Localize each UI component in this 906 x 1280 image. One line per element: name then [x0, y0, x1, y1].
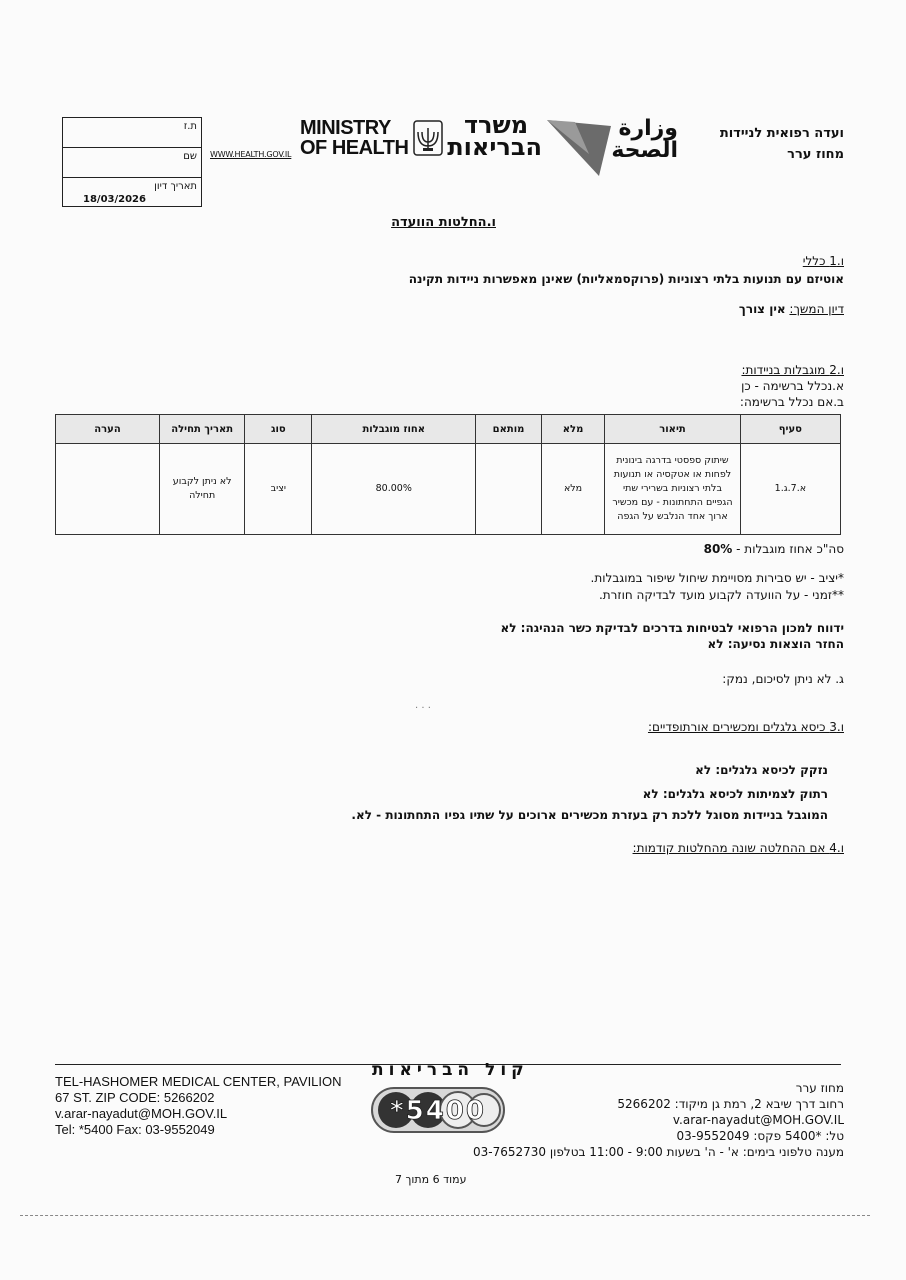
- name-row: [63, 148, 201, 178]
- menorah-emblem-icon: [413, 120, 443, 156]
- footer-he-line1: מחוז ערר: [795, 1081, 844, 1095]
- cell-type: יציב: [245, 444, 312, 535]
- page-number: עמוד 6 מתוך 7: [395, 1173, 467, 1186]
- total-label: סה"כ אחוז מוגבלות -: [736, 542, 844, 556]
- badge-text: *5400: [390, 1096, 486, 1126]
- section-title: ו.החלטות הוועדה: [391, 215, 496, 230]
- id-row: [63, 118, 201, 148]
- ministry-en-line1: MINISTRY: [300, 117, 391, 139]
- id-label: ת.ז: [183, 121, 197, 132]
- total-value: 80%: [703, 542, 733, 556]
- id-box: [62, 117, 202, 207]
- ministry-triangle-logo-icon: [545, 116, 613, 178]
- footer-he-email[interactable]: v.arar-nayadut@MOH.GOV.IL: [672, 1113, 844, 1127]
- col-header-start-date: תאריך תחילה: [159, 415, 244, 444]
- ministry-en-line2: OF HEALTH: [300, 137, 409, 159]
- dots: . . .: [415, 700, 431, 711]
- wheelchair-heading: ו.3 כיסא גלגלים ומכשירים אורתופדיים:: [647, 720, 844, 734]
- ministry-he-line1: משרד: [463, 111, 529, 139]
- footer-he-phone: טל: *5400 פקס: 03-9552049: [676, 1129, 844, 1143]
- ministry-ar-line1: وزارة: [618, 116, 678, 141]
- scan-edge-line: [20, 1215, 870, 1216]
- cell-adapted: [476, 444, 542, 535]
- col-header-description: תיאור: [605, 415, 741, 444]
- footer-address-en: [55, 1074, 342, 1138]
- diagnosis-text: אוטיזם עם תנועות בלתי רצוניות (פרוקסמאליות) שאינן מאפשרות ניידות תקינה: [408, 272, 844, 286]
- date-value: 18/03/2026: [83, 194, 146, 205]
- ministry-he-line2: הבריאות: [447, 133, 542, 161]
- ministry-logo-en: [300, 118, 408, 158]
- followup-label: דיון המשך:: [789, 302, 844, 316]
- col-header-percent: אחוז מוגבלות: [312, 415, 476, 444]
- total-line: [704, 541, 844, 557]
- temporary-note: **זמני - על הוועדה לקבוע מועד לבדיקה חוזרת.: [598, 588, 844, 602]
- cell-section: א.7.ג.1: [740, 444, 840, 535]
- col-header-type: סוג: [245, 415, 312, 444]
- if-included-line: ב.אם נכלל ברשימה:: [739, 395, 844, 409]
- cell-note: [56, 444, 160, 535]
- cannot-summarize-line: ג. לא ניתן לסיכום, נמק:: [722, 672, 844, 686]
- district-name: מחוז ערר: [787, 147, 844, 162]
- cell-start-date: לא ניתן לקבוע תחילה: [159, 444, 244, 535]
- included-line: א.נכלל ברשימה - כן: [741, 379, 844, 393]
- cell-full: מלא: [541, 444, 604, 535]
- general-heading: ו.1 כללי: [802, 254, 844, 268]
- driving-report: ידווח למכון הרפואי לבטיחות בדרכים לבדיקת כשר הנהיגה: לא: [500, 621, 844, 635]
- table-header-row: [56, 415, 841, 444]
- committee-name: ועדה רפואית לניידות: [719, 126, 844, 141]
- col-header-note: הערה: [56, 415, 160, 444]
- stable-note: *יציב - יש סבירות מסויימת שיחול שיפור במוגבלות.: [590, 571, 844, 585]
- table-row: [56, 444, 841, 535]
- date-row: [63, 178, 201, 207]
- footer-en-email[interactable]: v.arar-nayadut@MOH.GOV.IL: [55, 1106, 228, 1121]
- website-link[interactable]: WWW.HEALTH.GOV.IL: [210, 150, 292, 159]
- department-heading: [720, 123, 844, 165]
- travel-refund: החזר הוצאות נסיעה: לא: [707, 637, 844, 651]
- footer-en-phone: Tel: *5400 Fax: 03-9552049: [55, 1122, 215, 1137]
- walking-devices: המוגבל בניידות מסוגל ללכת רק בעזרת מכשירים ארוכים על שתיו גפיו התחתונות - לא.: [351, 808, 828, 822]
- footer-address-he: [473, 1080, 844, 1160]
- footer-en-line1: TEL-HASHOMER MEDICAL CENTER, PAVILION: [55, 1074, 342, 1089]
- col-header-section: סעיף: [740, 415, 840, 444]
- footer-he-hours: מענה טלפוני בימים: א' - ה' בשעות 9:00 - 11:00 בטלפון 03-7652730: [473, 1145, 844, 1159]
- ministry-logo-ar: [611, 116, 678, 163]
- kol-habriut-text: קול הבריאות: [372, 1060, 529, 1080]
- limitations-heading: ו.2 מוגבלות בניידות:: [741, 363, 844, 377]
- cell-description: שיתוק ספסטי בדרגה בינונית לפחות או אטקסיה או תנועות בלתי רצוניות בשרירי שתי הגפיים התחתונות - עם מכשיר ארוך אחד הנלבש על הגפה: [605, 444, 741, 535]
- ministry-ar-line2: الصحة: [611, 138, 678, 163]
- col-header-adapted: מותאם: [476, 415, 542, 444]
- date-label: תאריך דיון: [154, 181, 197, 192]
- needs-wheelchair: נזקק לכיסא גלגלים: לא: [695, 763, 828, 777]
- col-header-full: מלא: [541, 415, 604, 444]
- cell-percent: 80.00%: [312, 444, 476, 535]
- change-heading: ו.4 אם ההחלטה שונה מהחלטות קודמות:: [632, 841, 844, 855]
- ministry-logo-he: [447, 111, 542, 161]
- name-label: שם: [183, 151, 197, 162]
- followup-line: [739, 301, 844, 317]
- followup-value: אין צורך: [738, 302, 786, 316]
- footer-he-line2: רחוב דרך שיבא 2, רמת גן מיקוד: 5266202: [617, 1097, 844, 1111]
- footer-en-line2: 67 ST. ZIP CODE: 5266202: [55, 1090, 215, 1105]
- bound-wheelchair: רתוק לצמיתות לכיסא גלגלים: לא: [642, 787, 828, 801]
- limitations-table: [55, 414, 841, 535]
